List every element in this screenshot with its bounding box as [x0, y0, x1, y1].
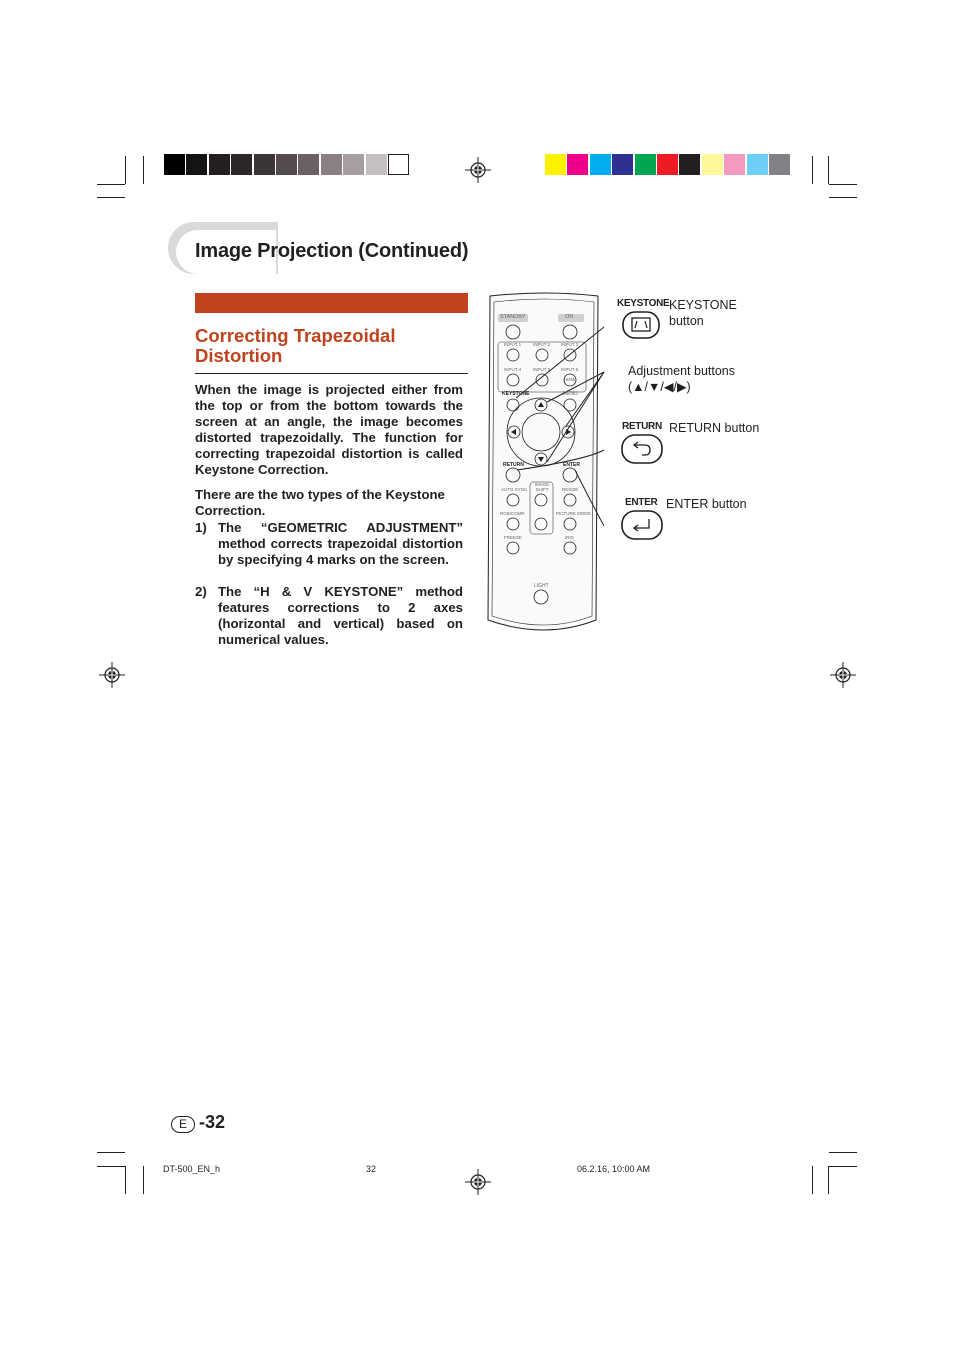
calibration-swatch: [724, 154, 745, 175]
crop-mark: [828, 1166, 829, 1194]
crop-mark: [143, 156, 144, 184]
crop-mark: [829, 197, 857, 198]
list-text: The “H & V KEYSTONE” method features corrections to 2 axes (horizontal and vertical) based on numerical values.: [218, 584, 463, 647]
remote-label-menu: MENU: [563, 391, 578, 397]
remote-label-standby: STANDBY: [500, 314, 526, 320]
crop-mark: [829, 1152, 857, 1153]
calibration-swatch: [567, 154, 588, 175]
calibration-swatch: [321, 154, 342, 175]
remote-label-input3: INPUT 3: [561, 342, 579, 347]
remote-label-input2: INPUT 2: [533, 342, 551, 347]
calibration-swatch: [209, 154, 230, 175]
keystone-button-caption: KEYSTONE: [617, 298, 670, 309]
calibration-swatch: [366, 154, 387, 175]
return-button-icon: [621, 434, 663, 464]
keystone-label-line-1: KEYSTONE: [669, 298, 737, 312]
keystone-label-line-2: button: [669, 314, 704, 328]
crop-mark: [829, 1166, 857, 1167]
footer-file: DT-500_EN_h: [163, 1164, 221, 1174]
section-title: Correcting Trapezoidal Distortion: [195, 325, 396, 366]
intro-paragraph: When the image is projected either from the top or from the bottom towards the screen at an angle, the image becomes distorted trapezoidally. The function for correcting trapezoidal distortion is called Keystone Correction.: [195, 382, 463, 477]
section-divider: [195, 373, 468, 374]
remote-label-image-shift: IMAGE SHIFT: [534, 482, 550, 492]
registration-target-icon: [465, 157, 491, 183]
return-button-caption: RETURN: [622, 421, 662, 432]
registration-target-icon: [465, 1169, 491, 1195]
crop-mark: [97, 1166, 125, 1167]
crop-mark: [97, 197, 125, 198]
crop-mark: [97, 184, 125, 185]
list-text: The “GEOMETRIC ADJUSTMENT” method corrects trapezoidal distortion by specifying 4 marks on the screen.: [218, 520, 463, 567]
calibration-swatch: [702, 154, 723, 175]
remote-label-input6: INPUT 6: [561, 367, 579, 372]
adjustment-label: [628, 363, 735, 395]
adjustment-label-line-2: (▲/▼/◀/▶): [628, 380, 691, 394]
crop-mark: [97, 1152, 125, 1153]
enter-button-icon: [621, 510, 663, 540]
remote-label-iris: IRIS: [565, 535, 574, 540]
list-item: [195, 584, 463, 648]
calibration-swatch: [343, 154, 364, 175]
remote-label-light: LIGHT: [534, 583, 549, 589]
calibration-swatch: [612, 154, 633, 175]
crop-mark: [125, 1166, 126, 1194]
list-number: 1): [195, 520, 207, 535]
footer-timestamp: 06.2.16, 10:00 AM: [577, 1164, 651, 1174]
calibration-swatch: [679, 154, 700, 175]
list-item: [195, 520, 463, 568]
remote-label-enter: ENTER: [563, 462, 580, 468]
page-number: -32: [199, 1112, 226, 1132]
keystone-label: [669, 297, 737, 329]
crop-mark: [812, 156, 813, 184]
calibration-swatch: [388, 154, 409, 175]
calibration-swatch: [164, 154, 185, 175]
language-mark: E: [171, 1116, 195, 1133]
calibration-swatch: [635, 154, 656, 175]
crop-mark: [812, 1166, 813, 1194]
calibration-swatch: [590, 154, 611, 175]
remote-label-hdmi: HDMI: [564, 377, 576, 382]
adjustment-label-line-1: Adjustment buttons: [628, 364, 736, 378]
calibration-swatch: [254, 154, 275, 175]
crop-mark: [125, 156, 126, 184]
remote-label-return: RETURN: [503, 462, 524, 468]
calibration-swatch: [231, 154, 252, 175]
keystone-button-icon: [622, 311, 660, 339]
return-label: RETURN button: [669, 421, 760, 435]
remote-label-input5: INPUT 5: [533, 367, 551, 372]
crop-mark: [829, 184, 857, 185]
remote-label-input4: INPUT 4: [504, 367, 522, 372]
remote-label-freeze: FREEZE: [504, 535, 522, 540]
remote-label-picture-mode: PICTURE MODE: [556, 511, 591, 516]
calibration-swatch: [769, 154, 790, 175]
remote-label-auto-sync: AUTO SYNC: [501, 487, 528, 492]
crop-mark: [143, 1166, 144, 1194]
enter-button-caption: ENTER: [625, 497, 658, 508]
calibration-swatch: [747, 154, 768, 175]
page-title: Image Projection (Continued): [195, 240, 469, 262]
list-number: 2): [195, 584, 207, 599]
remote-label-resize: RESIZE: [562, 487, 579, 492]
types-intro-paragraph: There are the two types of the Keystone Correction.: [195, 487, 445, 518]
registration-target-icon: [830, 662, 856, 688]
calibration-swatch: [186, 154, 207, 175]
remote-label-input1: INPUT 1: [504, 342, 522, 347]
calibration-swatch: [545, 154, 566, 175]
remote-label-on: ON: [565, 314, 574, 320]
calibration-swatch: [298, 154, 319, 175]
remote-label-rgb-comp: RGB/COMP.: [500, 511, 526, 516]
enter-label: ENTER button: [666, 497, 747, 511]
calibration-swatch: [657, 154, 678, 175]
registration-target-icon: [99, 662, 125, 688]
section-bar: [195, 293, 468, 313]
crop-mark: [828, 156, 829, 184]
remote-label-keystone: KEYSTONE: [502, 391, 530, 397]
calibration-swatch: [276, 154, 297, 175]
footer-page: 32: [366, 1164, 377, 1174]
